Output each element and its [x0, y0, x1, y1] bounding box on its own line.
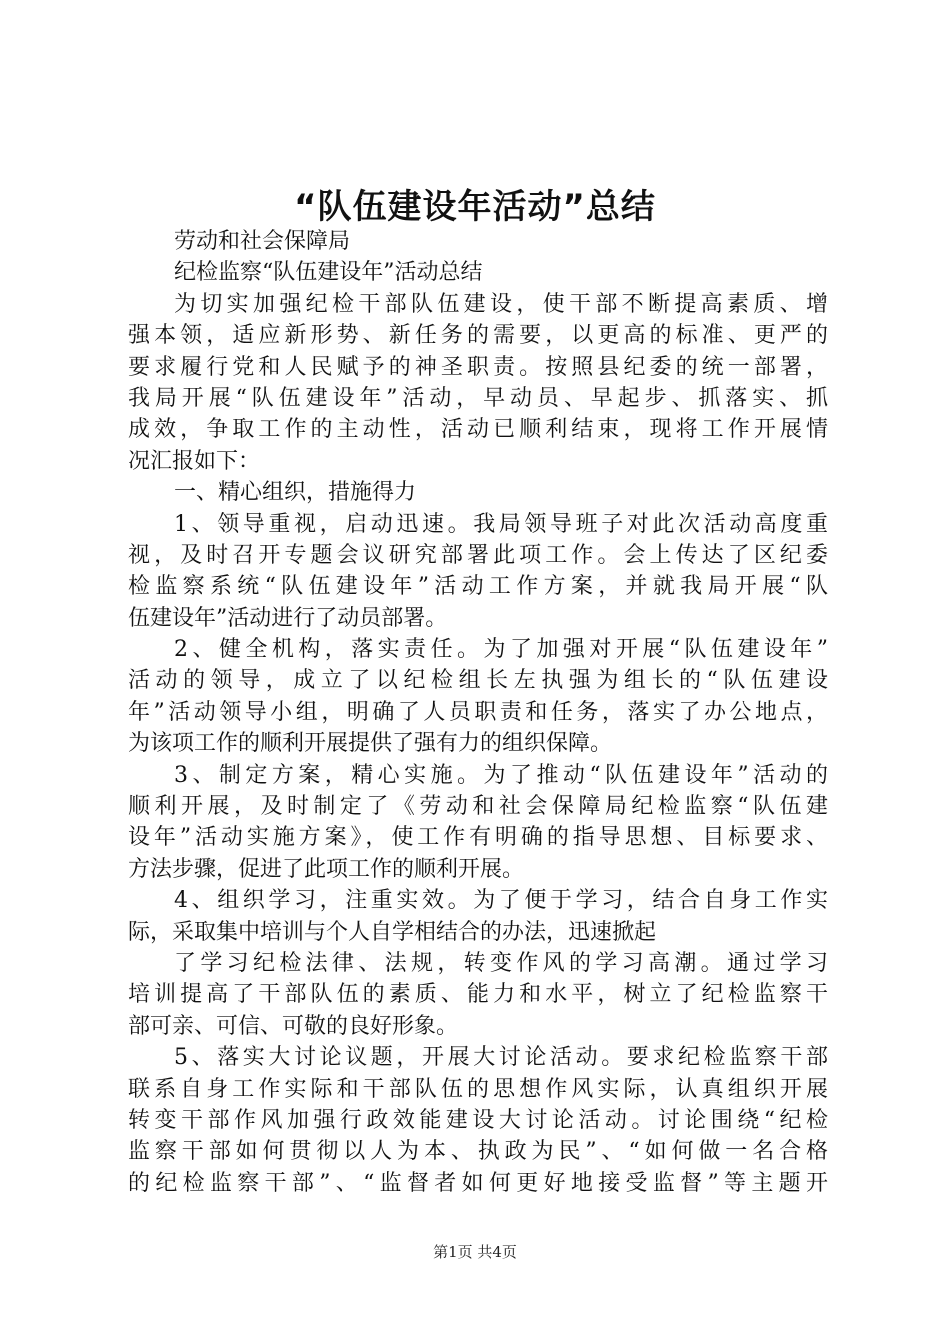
text-line: 2、健全机构，落实责任。为了加强对开展“队伍建设年”	[174, 637, 828, 663]
document-body	[128, 226, 828, 1199]
text-line: 了学习纪检法律、法规，转变作风的学习高潮。通过学习	[174, 950, 828, 976]
text-line: 培训提高了干部队伍的素质、能力和水平，树立了纪检监察干	[128, 982, 828, 1008]
text-line: 为切实加强纪检干部队伍建设，使干部不断提高素质、增	[174, 291, 828, 317]
text-line: 要求履行党和人民赋予的神圣职责。按照县纪委的统一部署，	[128, 354, 828, 380]
text-line: 方法步骤，促进了此项工作的顺利开展。	[128, 856, 525, 882]
text-line: 际，采取集中培训与个人自学相结合的办法，迅速掀起	[128, 919, 657, 945]
text-line: 成效，争取工作的主动性，活动已顺利结束，现将工作开展情	[128, 417, 828, 443]
text-line: 5、落实大讨论议题，开展大讨论活动。要求纪检监察干部	[174, 1045, 828, 1071]
text-line: 的纪检监察干部”、“监督者如何更好地接受监督”等主题开	[128, 1170, 828, 1196]
text-line: 我局开展“队伍建设年”活动，早动员、早起步、抓落实、抓	[128, 385, 828, 411]
text-line: 强本领，适应新形势、新任务的需要，以更高的标准、更严的	[128, 323, 828, 349]
text-line: 一、精心组织，措施得力	[174, 480, 417, 506]
document-title: “队伍建设年活动”总结	[294, 187, 656, 227]
text-line: 况汇报如下：	[128, 448, 261, 474]
text-line: 4、组织学习，注重实效。为了便于学习，结合自身工作实	[174, 888, 828, 914]
text-line: 3、制定方案，精心实施。为了推动“队伍建设年”活动的	[174, 762, 828, 788]
text-line: 纪检监察“队伍建设年”活动总结	[174, 260, 483, 286]
page-footer: 第1页 共4页	[433, 1243, 517, 1261]
text-line: 伍建设年”活动进行了动员部署。	[128, 605, 448, 631]
text-line: 年”活动领导小组，明确了人员职责和任务，落实了办公地点，	[128, 699, 828, 725]
text-line: 视，及时召开专题会议研究部署此项工作。会上传达了区纪委	[128, 542, 828, 568]
text-line: 转变干部作风加强行政效能建设大讨论活动。讨论围绕“纪检	[128, 1107, 828, 1133]
text-line: 为该项工作的顺利开展提供了强有力的组织保障。	[128, 731, 613, 757]
text-line: 劳动和社会保障局	[174, 229, 351, 254]
text-line: 活动的领导，成立了以纪检组长左执强为组长的“队伍建设	[128, 668, 828, 694]
text-line: 检监察系统“队伍建设年”活动工作方案，并就我局开展“队	[128, 574, 828, 600]
text-line: 部可亲、可信、可敬的良好形象。	[128, 1013, 459, 1039]
text-line: 设年”活动实施方案》，使工作有明确的指导思想、目标要求、	[128, 825, 828, 851]
text-line: 1、领导重视，启动迅速。我局领导班子对此次活动高度重	[174, 511, 828, 537]
text-line: 顺利开展，及时制定了《劳动和社会保障局纪检监察“队伍建	[128, 794, 828, 820]
text-line: 监察干部如何贯彻以人为本、执政为民”、“如何做一名合格	[128, 1139, 828, 1165]
text-line: 联系自身工作实际和干部队伍的思想作风实际，认真组织开展	[128, 1076, 828, 1102]
